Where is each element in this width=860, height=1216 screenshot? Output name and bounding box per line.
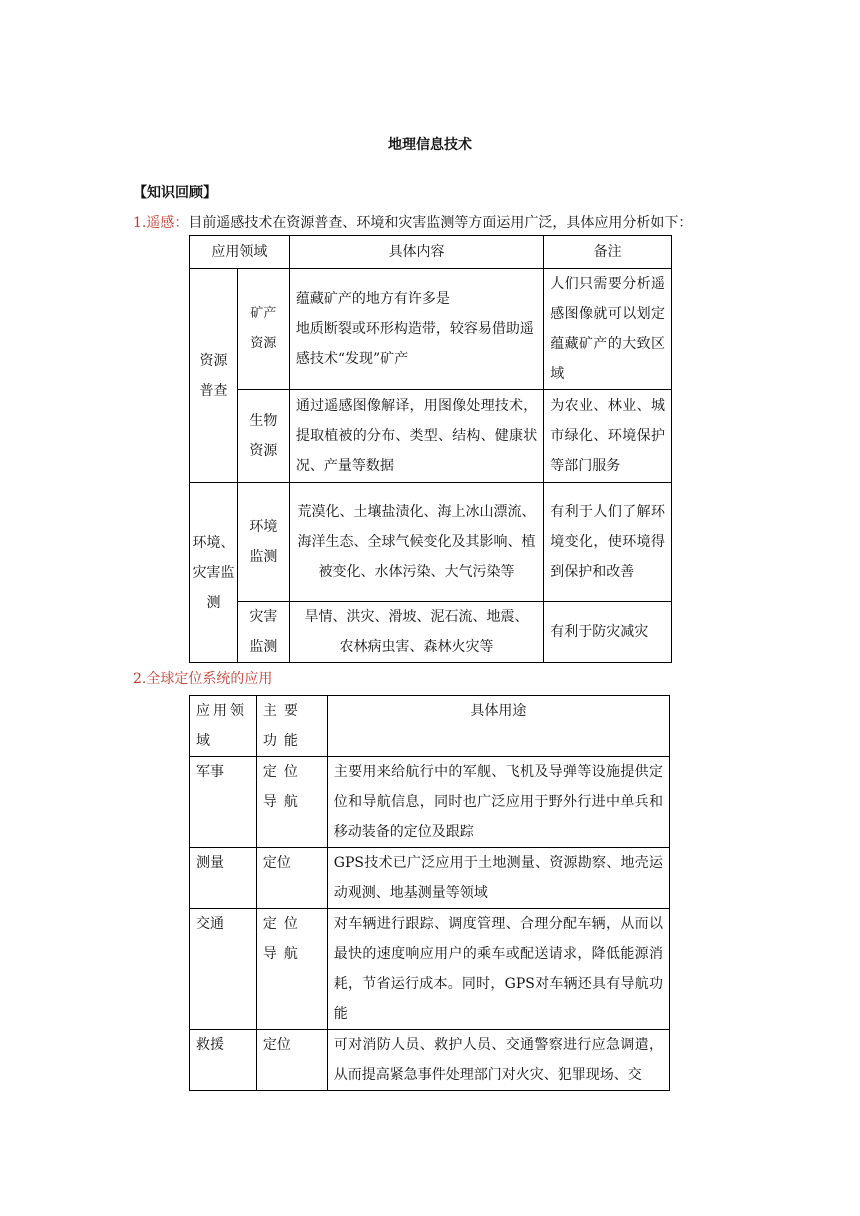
use-cell: 对车辆进行跟踪、调度管理、合理分配车辆，从而以最快的速度响应用户的乘车或配送请求，降低能源消耗，节省运行成本。同时，GPS对车辆还具有导航功能 (327, 909, 669, 1030)
field-cell: 交通 (190, 909, 257, 1030)
note-cell: 有利于防灾减灾 (544, 602, 672, 663)
table-row (190, 483, 672, 602)
function-cell: 定位导航 (256, 909, 327, 1030)
header-cell: 具体用途 (327, 696, 669, 757)
para-colon: ： (174, 215, 189, 231)
gps-table (189, 695, 670, 1091)
use-cell: 主要用来给航行中的军舰、飞机及导弹等设施提供定位和导航信息，同时也广泛应用于野外行进中单兵和移动装备的定位及跟踪 (327, 757, 669, 848)
note-cell: 人们只需要分析遥感图像就可以划定蕴藏矿产的大致区域 (544, 269, 672, 390)
content-cell: 通过遥感图像解译，用图像处理技术，提取植被的分布、类型、结构、健康状况、产量等数据 (289, 390, 543, 483)
function-cell: 定位导航 (256, 757, 327, 848)
function-cell: 定位 (256, 848, 327, 909)
table-row (190, 390, 672, 483)
para-term: 遥感 (146, 215, 175, 231)
field-cell: 救援 (190, 1030, 257, 1091)
sub-cell: 灾害 监测 (237, 602, 289, 663)
group-cell: 资源 普查 (190, 269, 238, 483)
header-cell: 应用领域 (190, 236, 290, 269)
para-number: 1. (133, 215, 147, 231)
table-row (190, 1030, 670, 1091)
table-row (190, 848, 670, 909)
use-cell: GPS技术已广泛应用于土地测量、资源勘察、地壳运动观测、地基测量等领域 (327, 848, 669, 909)
content-cell: 荒漠化、土壤盐渍化、海上冰山漂流、海洋生态、全球气候变化及其影响、植被变化、水体污染、大气污染等 (289, 483, 543, 602)
use-cell: 可对消防人员、救护人员、交通警察进行应急调遣，从而提高紧急事件处理部门对火灾、犯罪现场、交 (327, 1030, 669, 1091)
sub-cell: 环境 监测 (237, 483, 289, 602)
remote-sensing-table (189, 235, 672, 663)
sub-cell: 矿产 资源 (237, 269, 289, 390)
gps-heading: 2.全球定位系统的应用 (133, 671, 273, 687)
page-title: 地理信息技术 (388, 137, 472, 153)
table-header-row (190, 236, 672, 269)
content-cell: 蕴藏矿产的地方有许多是 地质断裂或环形构造带，较容易借助遥感技术“发现”矿产 (289, 269, 543, 390)
field-cell: 测量 (190, 848, 257, 909)
table-row (190, 602, 672, 663)
table-row (190, 909, 670, 1030)
table-header-row (190, 696, 670, 757)
field-cell: 军事 (190, 757, 257, 848)
note-cell: 为农业、林业、城市绿化、环境保护等部门服务 (544, 390, 672, 483)
section-heading: 【知识回顾】 (133, 185, 217, 201)
note-cell: 有利于人们了解环境变化，使环境得到保护和改善 (544, 483, 672, 602)
function-cell: 定位 (256, 1030, 327, 1091)
content-cell: 旱情、洪灾、滑坡、泥石流、地震、 农林病虫害、森林火灾等 (289, 602, 543, 663)
sub-cell: 生物 资源 (237, 390, 289, 483)
table-row (190, 269, 672, 390)
header-cell: 具体内容 (289, 236, 543, 269)
header-cell: 主要功能 (256, 696, 327, 757)
header-cell: 备注 (544, 236, 672, 269)
paragraph-remote-sensing (133, 212, 692, 232)
para-text: 目前遥感技术在资源普查、环境和灾害监测等方面运用广泛，具体应用分析如下： (188, 215, 693, 231)
table-row (190, 757, 670, 848)
header-cell: 应用领域 (190, 696, 257, 757)
group-cell: 环境、 灾害监 测 (190, 483, 238, 663)
